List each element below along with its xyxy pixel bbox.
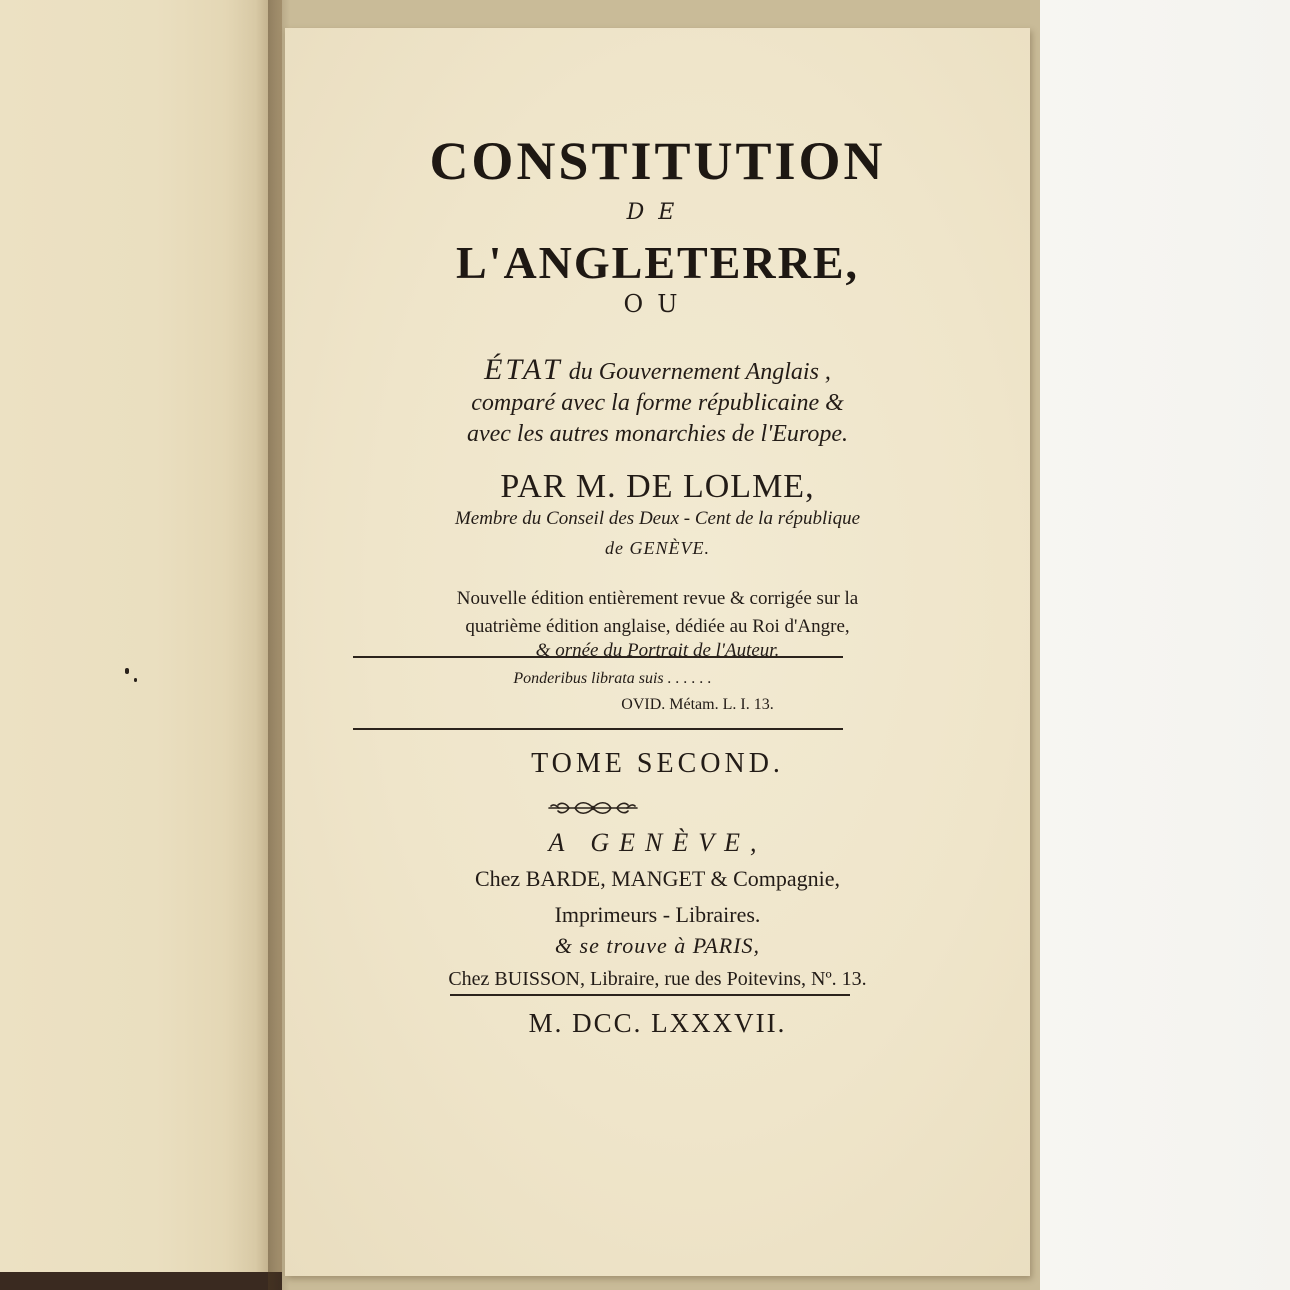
volume-label: TOME SECOND. bbox=[531, 748, 784, 779]
title-ou: OU bbox=[623, 290, 692, 318]
author-role-line-2: de GENÈVE. bbox=[605, 538, 710, 558]
place: A GENÈVE, bbox=[548, 828, 767, 857]
subtitle-line-3: avec les autres monarchies de l'Europe. bbox=[466, 421, 849, 447]
subtitle-line-1 bbox=[285, 353, 1030, 387]
left-page-speck bbox=[134, 678, 137, 682]
imprint-rule bbox=[450, 994, 850, 996]
publisher-line-1: Chez BARDE, MANGET & Compagnie, bbox=[474, 866, 840, 891]
publisher-line-2: Imprimeurs - Libraires. bbox=[554, 902, 761, 927]
author: PAR M. DE LOLME, bbox=[500, 468, 815, 505]
left-page-speck bbox=[125, 668, 129, 674]
title-country: L'ANGLETERRE, bbox=[455, 237, 860, 288]
edition-line-3: & ornée du Portrait de l'Auteur. bbox=[535, 640, 780, 661]
title-de: DE bbox=[626, 200, 689, 225]
edition-line-2: quatrième édition anglaise, dédiée au Roi d'Angre, bbox=[465, 616, 850, 637]
subtitle-etat: ÉTAT bbox=[484, 353, 563, 386]
publication-year: M. DCC. LXXXVII. bbox=[528, 1008, 787, 1038]
subtitle-line-2: comparé avec la forme républicaine & bbox=[471, 390, 844, 416]
top-rule bbox=[353, 656, 843, 658]
author-role-line-1: Membre du Conseil des Deux - Cent de la république bbox=[454, 508, 861, 529]
edition-line-1: Nouvelle édition entièrement revue & corrigée sur la bbox=[456, 588, 859, 609]
subtitle-line-1-rest: du Gouvernement Anglais , bbox=[562, 359, 831, 385]
title-page bbox=[285, 28, 1030, 1276]
motto-source: OVID. Métam. L. I. 13. bbox=[621, 696, 774, 713]
title-main: CONSTITUTION bbox=[429, 131, 886, 191]
left-page bbox=[0, 0, 282, 1290]
publisher-line-4: Chez BUISSON, Libraire, rue des Poitevins, Nº. 13. bbox=[448, 968, 867, 990]
floral-vignette-icon bbox=[543, 796, 643, 820]
publisher-line-3: & se trouve à PARIS, bbox=[554, 933, 761, 958]
bottom-rule bbox=[353, 728, 843, 730]
motto: Ponderibus librata suis . . . . . . bbox=[513, 670, 712, 687]
